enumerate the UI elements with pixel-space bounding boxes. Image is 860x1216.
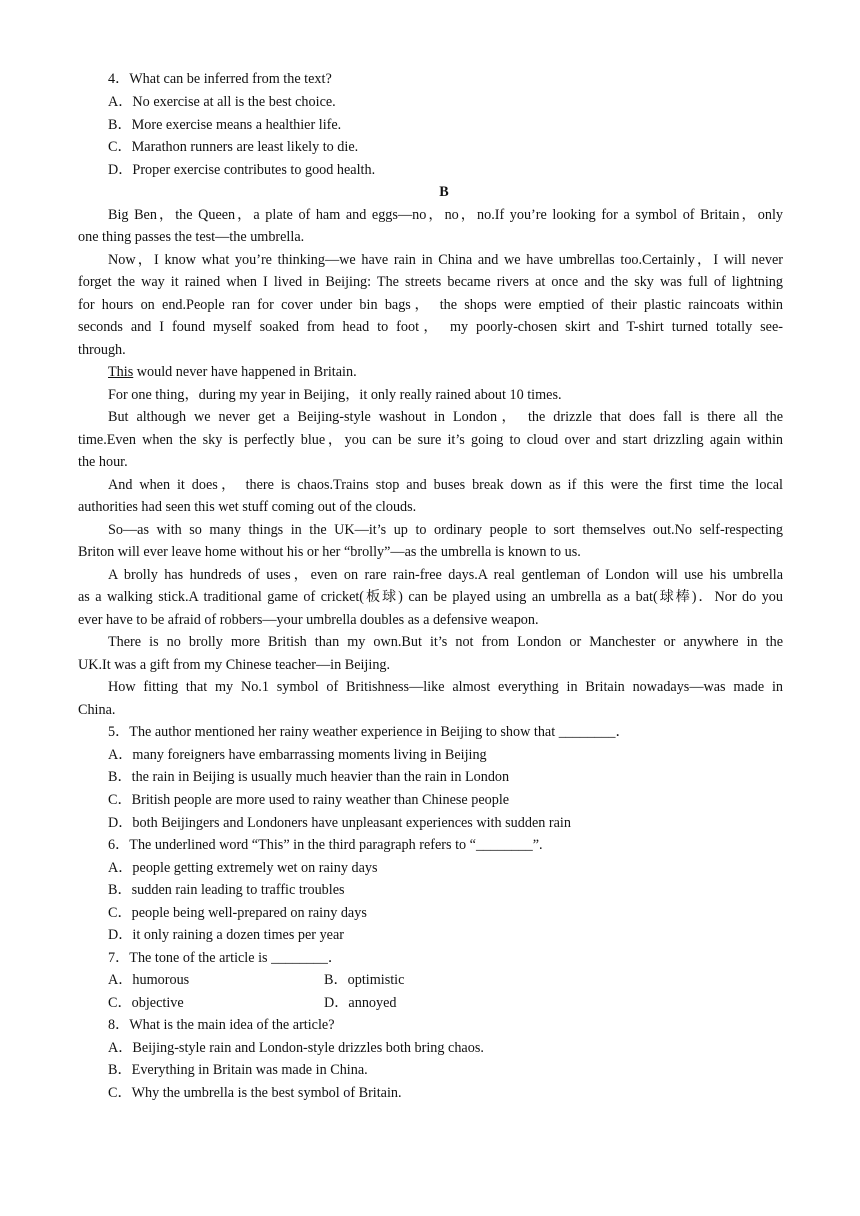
question-7-option-b: B．optimistic xyxy=(324,972,405,988)
question-5-option-a: A．many foreigners have embarrassing moments living in Beijing xyxy=(108,747,487,763)
question-8-option-b: B．Everything in Britain was made in China. xyxy=(108,1062,368,1078)
question-5-option-d: D．both Beijingers and Londoners have unpleasant experiences with sudden rain xyxy=(108,815,571,831)
passage-line: A brolly has hundreds of uses，even on rare rain-free days.A real gentleman of London will use his umbrella xyxy=(108,567,783,583)
question-4-option-d: D．Proper exercise contributes to good health. xyxy=(108,162,376,178)
question-6-option-a: A．people getting extremely wet on rainy days xyxy=(108,860,378,876)
passage-line: China. xyxy=(78,702,116,718)
passage-line: How fitting that my No.1 symbol of Britishness—like almost everything in Britain nowadays—was made in xyxy=(108,679,783,695)
passage-line: Now，I know what you’re thinking—we have rain in China and we have umbrellas too.Certainly，I will never xyxy=(108,252,783,268)
passage-line: the hour. xyxy=(78,454,128,470)
passage-line: for hours on end.People ran for cover under bin bags， the shops were emptied of their plastic raincoats within xyxy=(78,297,783,313)
question-6-option-b: B．sudden rain leading to traffic troubles xyxy=(108,882,345,898)
question-6-option-d: D．it only raining a dozen times per year xyxy=(108,927,344,943)
question-4-stem: 4．What can be inferred from the text? xyxy=(108,71,332,87)
passage-line: Briton will ever leave home without his or her “brolly”—as the umbrella is known to us. xyxy=(78,544,581,560)
question-6-stem: 6．The underlined word “This” in the third paragraph refers to “________”. xyxy=(108,837,543,853)
section-heading: B xyxy=(439,184,449,200)
passage-line: forget the way it rained when I lived in Beijing: The streets became rivers at once and the sky was full of lightning xyxy=(78,274,783,290)
question-7-option-d: D．annoyed xyxy=(324,995,397,1011)
passage-line: And when it does， there is chaos.Trains stop and buses break down as if this were the first time the local xyxy=(108,477,783,493)
passage-line: ever have to be afraid of robbers—your umbrella doubles as a defensive weapon. xyxy=(78,612,539,628)
question-8-option-a: A．Beijing-style rain and London-style drizzles both bring chaos. xyxy=(108,1040,484,1056)
passage-line: There is no brolly more British than my own.But it’s not from London or Manchester or anywhere in the xyxy=(108,634,783,650)
question-8-option-c: C．Why the umbrella is the best symbol of Britain. xyxy=(108,1085,402,1101)
question-4-option-b: B．More exercise means a healthier life. xyxy=(108,117,342,133)
question-5-stem: 5．The author mentioned her rainy weather experience in Beijing to show that ________． xyxy=(108,724,630,740)
passage-line: seconds and I found myself soaked from head to foot， my poorly-chosen skirt and T-shirt turned totally see- xyxy=(78,319,783,335)
question-4-option-c: C．Marathon runners are least likely to die. xyxy=(108,139,359,155)
passage-line: as a walking stick.A traditional game of cricket(板球) can be played using an umbrella as a bat(球棒)．Nor do you xyxy=(78,589,783,605)
passage-line xyxy=(108,363,357,381)
question-4-option-a: A．No exercise at all is the best choice. xyxy=(108,94,336,110)
passage-line: So—as with so many things in the UK—it’s up to ordinary people to sort themselves out.No self-respecting xyxy=(108,522,783,538)
question-7-stem: 7．The tone of the article is ________． xyxy=(108,950,343,966)
passage-line: UK.It was a gift from my Chinese teacher—in Beijing. xyxy=(78,657,391,673)
question-6-option-c: C．people being well-prepared on rainy days xyxy=(108,905,367,921)
passage-line: Big Ben，the Queen，a plate of ham and eggs—no，no，no.If you’re looking for a symbol of Britain，only xyxy=(108,207,783,223)
question-5-option-b: B．the rain in Beijing is usually much heavier than the rain in London xyxy=(108,769,510,785)
question-7-option-a: A．humorous xyxy=(108,972,190,988)
passage-line: authorities had seen this wet stuff coming out of the clouds. xyxy=(78,499,417,515)
question-5-option-c: C．British people are more used to rainy weather than Chinese people xyxy=(108,792,510,808)
underlined-word: This xyxy=(108,364,134,380)
passage-line: For one thing，during my year in Beijing，it only really rained about 10 times. xyxy=(108,387,562,403)
passage-line: one thing passes the test—the umbrella. xyxy=(78,229,305,245)
passage-line: through. xyxy=(78,342,126,358)
passage-line: time.Even when the sky is perfectly blue，you can be sure it’s going to cloud over and start drizzling again within xyxy=(78,432,783,448)
question-8-stem: 8．What is the main idea of the article? xyxy=(108,1017,335,1033)
passage-line: But although we never get a Beijing-style washout in London， the drizzle that does fall is there all the xyxy=(108,409,783,425)
passage-text: would never have happened in Britain. xyxy=(133,364,357,380)
question-7-option-c: C．objective xyxy=(108,995,184,1011)
